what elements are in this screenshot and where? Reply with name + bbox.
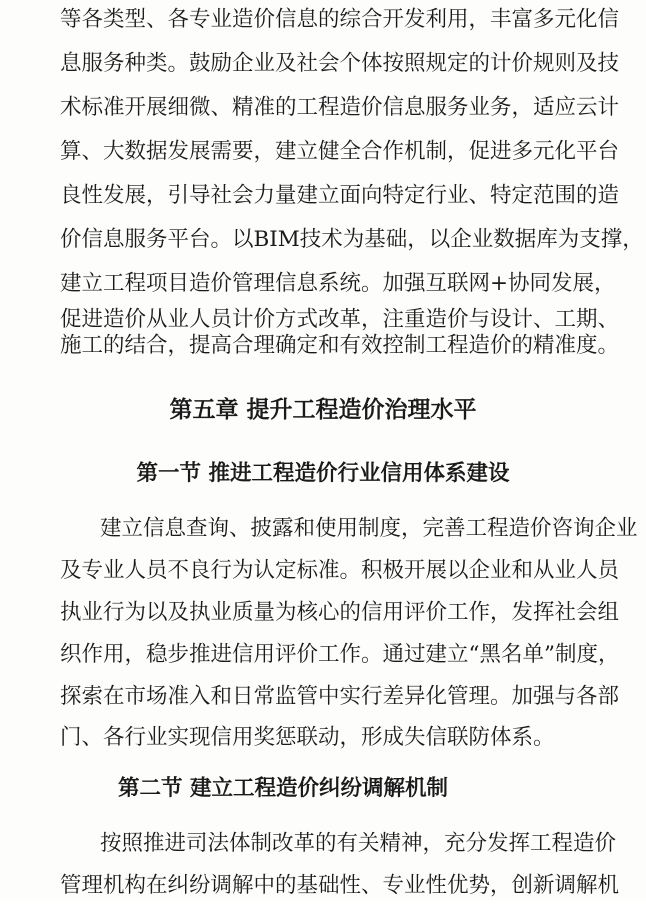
paragraph-line: 执业行为以及执业质量为核心的信用评价工作，发挥社会组 <box>60 600 620 625</box>
paragraph-line: 及专业人员不良行为认定标准。积极开展以企业和从业人员 <box>60 558 620 583</box>
paragraph-line: 价信息服务平台。以BIM技术为基础，以企业数据库为支撑， <box>60 227 644 252</box>
paragraph-line: 等各类型、各专业造价信息的综合开发利用，丰富多元化信 <box>60 7 620 32</box>
paragraph-line: 施工的结合，提高合理确定和有效控制工程造价的精准度。 <box>60 333 620 358</box>
paragraph-line: 建立信息查询、披露和使用制度，完善工程造价咨询企业 <box>100 516 638 541</box>
chapter-title: 第五章 提升工程造价治理水平 <box>169 397 477 423</box>
paragraph-line: 良性发展，引导社会力量建立面向特定行业、特定范围的造 <box>60 183 620 208</box>
paragraph-line: 促进造价从业人员计价方式改革，注重造价与设计、工期、 <box>60 307 620 332</box>
paragraph-line: 按照推进司法体制改革的有关精神，充分发挥工程造价 <box>100 831 617 856</box>
paragraph-line: 探索在市场准入和日常监管中实行差异化管理。加强与各部 <box>60 684 620 709</box>
paragraph-line: 建立工程项目造价管理信息系统。加强互联网+协同发展， <box>60 271 616 296</box>
paragraph-line: 织作用，稳步推进信用评价工作。通过建立“黑名单”制度， <box>60 642 620 667</box>
paragraph-line: 算、大数据发展需要，建立健全合作机制，促进多元化平台 <box>60 139 620 164</box>
paragraph-line: 术标准开展细微、精准的工程造价信息服务业务，适应云计 <box>60 95 620 120</box>
paragraph-line: 息服务种类。鼓励企业及社会个体按照规定的计价规则及技 <box>60 51 620 76</box>
paragraph-line: 管理机构在纠纷调解中的基础性、专业性优势，创新调解机 <box>60 873 620 898</box>
section-title: 第二节 建立工程造价纠纷调解机制 <box>118 776 448 801</box>
section-title: 第一节 推进工程造价行业信用体系建设 <box>136 461 510 486</box>
paragraph-line: 门、各行业实现信用奖惩联动，形成失信联防体系。 <box>60 725 555 750</box>
